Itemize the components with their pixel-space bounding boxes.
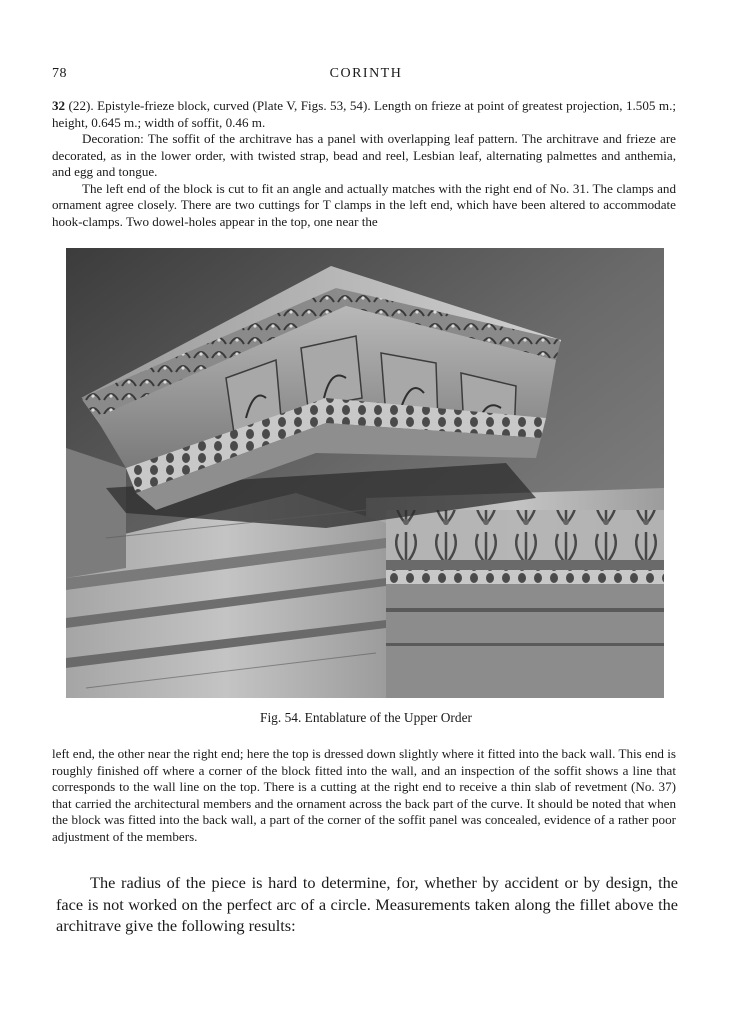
entry-heading-paragraph [52,98,676,131]
left-end-paragraph: The left end of the block is cut to fit an angle and actually matches with the right end of No. 31. The clamps and ornament agree closely. There are two cuttings for T clamps in the left end, which have been altered to accommodate hook-clamps. Two dowel-holes appear in the top, one near the [52,180,676,229]
decoration-paragraph: Decoration: The soffit of the architrave has a panel with overlapping leaf pattern. The architrave and frieze are decorated, as in the lower order, with twisted strap, bead and reel, Lesbian leaf, alternating palmettes and anthemia, and egg and tongue. [52,131,676,179]
entablature-photograph [66,248,664,698]
entablature-photo-illustration [66,248,664,698]
main-text [56,872,678,937]
entry-description: (22). Epistyle-frieze block, curved (Plate V, Figs. 53, 54). Length on frieze at point of greatest projection, 1.505 m.; height, 0.645 m.; width of soffit, 0.46 m. [52,98,676,130]
entry-number: 32 [52,98,66,113]
continuation-paragraph: left end, the other near the right end; here the top is dressed down slightly where it fitted into the back wall. This end is roughly finished off where a corner of the block fitted into the wall, and an inspection of the soffit shows a line that corresponds to the wall line on the top. There is a cutting at the right end to receive a thin slab of revetment (No. 37) that carried the architectural members and the ornament across the back part of the curve. It should be noted that when the block was fitted into the back wall, a part of the corner of the soffit panel was concealed, evidence of a rather poor adjustment of the members. [52,746,676,844]
page-number: 78 [52,66,67,81]
figure-caption: Fig. 54. Entablature of the Upper Order [260,710,472,725]
journal-title: CORINTH [329,66,403,81]
running-head [52,66,680,86]
radius-paragraph: The radius of the piece is hard to determine, for, whether by accident or by design, the face is not worked on the perfect arc of a circle. Measurements taken along the fillet above the architrave give the following results: [56,873,678,935]
continuation-text [52,746,676,845]
catalog-entry [52,98,676,230]
